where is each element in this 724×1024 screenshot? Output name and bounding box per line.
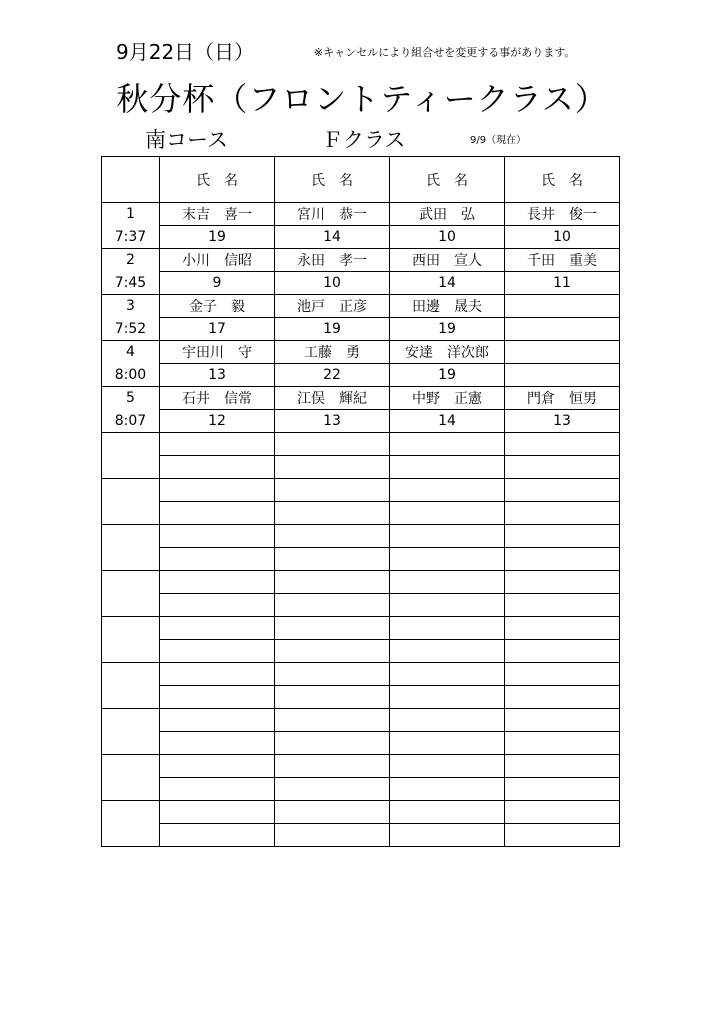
player-value [275, 594, 390, 617]
player-value: 11 [505, 272, 620, 295]
group-order: 3 [102, 295, 160, 318]
player-name [390, 479, 505, 502]
player-name [390, 663, 505, 686]
player-name [505, 755, 620, 778]
player-value [275, 732, 390, 755]
tee-time [102, 686, 160, 709]
tee-time [102, 824, 160, 847]
player-name [160, 801, 275, 824]
player-value: 12 [160, 410, 275, 433]
player-name [160, 617, 275, 640]
player-value [275, 502, 390, 525]
cancellation-notice: ※キャンセルにより組合せを変更する事があります。 [314, 46, 576, 59]
player-name: 末吉 喜一 [160, 203, 275, 226]
tee-time: 8:00 [102, 364, 160, 387]
group-name-row [102, 709, 620, 732]
player-value [390, 778, 505, 801]
player-value: 19 [390, 364, 505, 387]
group-value-row [102, 594, 620, 617]
player-name [160, 755, 275, 778]
player-name [505, 709, 620, 732]
tee-time [102, 456, 160, 479]
player-value [160, 456, 275, 479]
group-value-row [102, 548, 620, 571]
player-name: 宇田川 守 [160, 341, 275, 364]
player-name [390, 433, 505, 456]
player-value: 22 [275, 364, 390, 387]
player-name [390, 709, 505, 732]
player-name: 金子 毅 [160, 295, 275, 318]
player-name [160, 525, 275, 548]
player-name [505, 571, 620, 594]
group-name-row [102, 617, 620, 640]
player-name [160, 479, 275, 502]
player-value [505, 778, 620, 801]
group-value-row [102, 410, 620, 433]
group-name-row [102, 295, 620, 318]
player-value: 10 [275, 272, 390, 295]
player-value [275, 824, 390, 847]
tee-time [102, 778, 160, 801]
pairing-table-body [102, 203, 620, 847]
tee-time [102, 732, 160, 755]
header-row [102, 157, 620, 203]
player-value: 19 [160, 226, 275, 249]
player-value [505, 364, 620, 387]
player-name: 中野 正憲 [390, 387, 505, 410]
player-value [275, 640, 390, 663]
player-name [390, 617, 505, 640]
player-value [160, 778, 275, 801]
player-value [160, 732, 275, 755]
class-name: Ｆクラス [322, 128, 406, 152]
player-value: 13 [505, 410, 620, 433]
player-value: 17 [160, 318, 275, 341]
player-value: 19 [390, 318, 505, 341]
player-name [160, 433, 275, 456]
tee-time: 8:07 [102, 410, 160, 433]
player-value: 10 [505, 226, 620, 249]
tee-time: 7:52 [102, 318, 160, 341]
player-name [390, 525, 505, 548]
group-value-row [102, 456, 620, 479]
group-name-row [102, 479, 620, 502]
group-order: 2 [102, 249, 160, 272]
player-value [505, 732, 620, 755]
group-order [102, 663, 160, 686]
player-name: 門倉 恒男 [505, 387, 620, 410]
as-of-date: 9/9（現在） [470, 135, 527, 146]
player-value [160, 502, 275, 525]
player-name: 池戸 正彦 [275, 295, 390, 318]
group-name-row [102, 249, 620, 272]
group-order: 4 [102, 341, 160, 364]
group-value-row [102, 640, 620, 663]
player-value [505, 502, 620, 525]
player-value: 19 [275, 318, 390, 341]
group-value-row [102, 732, 620, 755]
player-name: 石井 信常 [160, 387, 275, 410]
group-value-row [102, 778, 620, 801]
player-value [505, 318, 620, 341]
tee-time [102, 502, 160, 525]
player-value: 14 [390, 410, 505, 433]
tee-time [102, 594, 160, 617]
player-name [275, 755, 390, 778]
player-name: 西田 宣人 [390, 249, 505, 272]
player-name: 永田 孝一 [275, 249, 390, 272]
player-value [505, 640, 620, 663]
player-value [160, 824, 275, 847]
player-value: 14 [275, 226, 390, 249]
header-blank-cell [102, 157, 160, 203]
player-value [275, 778, 390, 801]
player-value: 13 [160, 364, 275, 387]
group-order [102, 801, 160, 824]
player-value [505, 456, 620, 479]
group-value-row [102, 318, 620, 341]
player-name: 工藤 勇 [275, 341, 390, 364]
player-name [390, 755, 505, 778]
group-name-row [102, 663, 620, 686]
group-name-row [102, 801, 620, 824]
player-name: 長井 俊一 [505, 203, 620, 226]
player-name: 小川 信昭 [160, 249, 275, 272]
group-order [102, 525, 160, 548]
player-value [275, 686, 390, 709]
page-title: 秋分杯（フロントティークラス） [116, 80, 608, 118]
player-name [505, 663, 620, 686]
player-name: 武田 弘 [390, 203, 505, 226]
player-name [160, 663, 275, 686]
player-name [505, 525, 620, 548]
player-value: 14 [390, 272, 505, 295]
player-name [275, 525, 390, 548]
tee-time [102, 548, 160, 571]
column-header-name: 氏 名 [505, 157, 620, 203]
group-name-row [102, 525, 620, 548]
group-name-row [102, 433, 620, 456]
player-name [505, 479, 620, 502]
group-name-row [102, 341, 620, 364]
player-name [275, 801, 390, 824]
player-value: 10 [390, 226, 505, 249]
player-name [390, 801, 505, 824]
group-value-row [102, 364, 620, 387]
group-order [102, 709, 160, 732]
player-value [505, 548, 620, 571]
group-value-row [102, 226, 620, 249]
group-order [102, 571, 160, 594]
group-order [102, 755, 160, 778]
player-name [505, 295, 620, 318]
group-value-row [102, 824, 620, 847]
player-name [505, 801, 620, 824]
group-name-row [102, 203, 620, 226]
player-value: 13 [275, 410, 390, 433]
player-value [160, 640, 275, 663]
player-name [160, 709, 275, 732]
group-value-row [102, 686, 620, 709]
player-name [160, 571, 275, 594]
tee-time [102, 640, 160, 663]
player-name: 江俣 輝紀 [275, 387, 390, 410]
player-value [275, 456, 390, 479]
player-name: 宮川 恭一 [275, 203, 390, 226]
player-value [390, 594, 505, 617]
player-name [505, 341, 620, 364]
pairing-table [101, 156, 620, 847]
player-name: 安達 洋次郎 [390, 341, 505, 364]
player-name: 千田 重美 [505, 249, 620, 272]
player-value [390, 686, 505, 709]
group-order [102, 479, 160, 502]
player-name [275, 571, 390, 594]
group-order [102, 433, 160, 456]
group-value-row [102, 272, 620, 295]
group-name-row [102, 571, 620, 594]
player-value [160, 686, 275, 709]
player-name [275, 433, 390, 456]
column-header-name: 氏 名 [160, 157, 275, 203]
group-order: 5 [102, 387, 160, 410]
player-name [275, 617, 390, 640]
column-header-name: 氏 名 [390, 157, 505, 203]
player-value [505, 686, 620, 709]
player-value [390, 640, 505, 663]
player-value [390, 502, 505, 525]
player-value [505, 824, 620, 847]
player-value [275, 548, 390, 571]
group-value-row [102, 502, 620, 525]
player-name: 田邊 晟夫 [390, 295, 505, 318]
group-name-row [102, 387, 620, 410]
player-value [505, 594, 620, 617]
group-order [102, 617, 160, 640]
course-name: 南コース [145, 128, 228, 152]
tee-time: 7:45 [102, 272, 160, 295]
player-value [390, 456, 505, 479]
tee-time: 7:37 [102, 226, 160, 249]
player-name [275, 663, 390, 686]
player-value [160, 548, 275, 571]
player-name [390, 571, 505, 594]
player-value [160, 594, 275, 617]
player-value [390, 548, 505, 571]
column-header-name: 氏 名 [275, 157, 390, 203]
event-date: 9月22日（日） [116, 40, 255, 64]
player-name [505, 433, 620, 456]
group-name-row [102, 755, 620, 778]
player-name [505, 617, 620, 640]
player-value [390, 732, 505, 755]
player-name [275, 709, 390, 732]
player-name [275, 479, 390, 502]
group-order: 1 [102, 203, 160, 226]
player-value: 9 [160, 272, 275, 295]
player-value [390, 824, 505, 847]
